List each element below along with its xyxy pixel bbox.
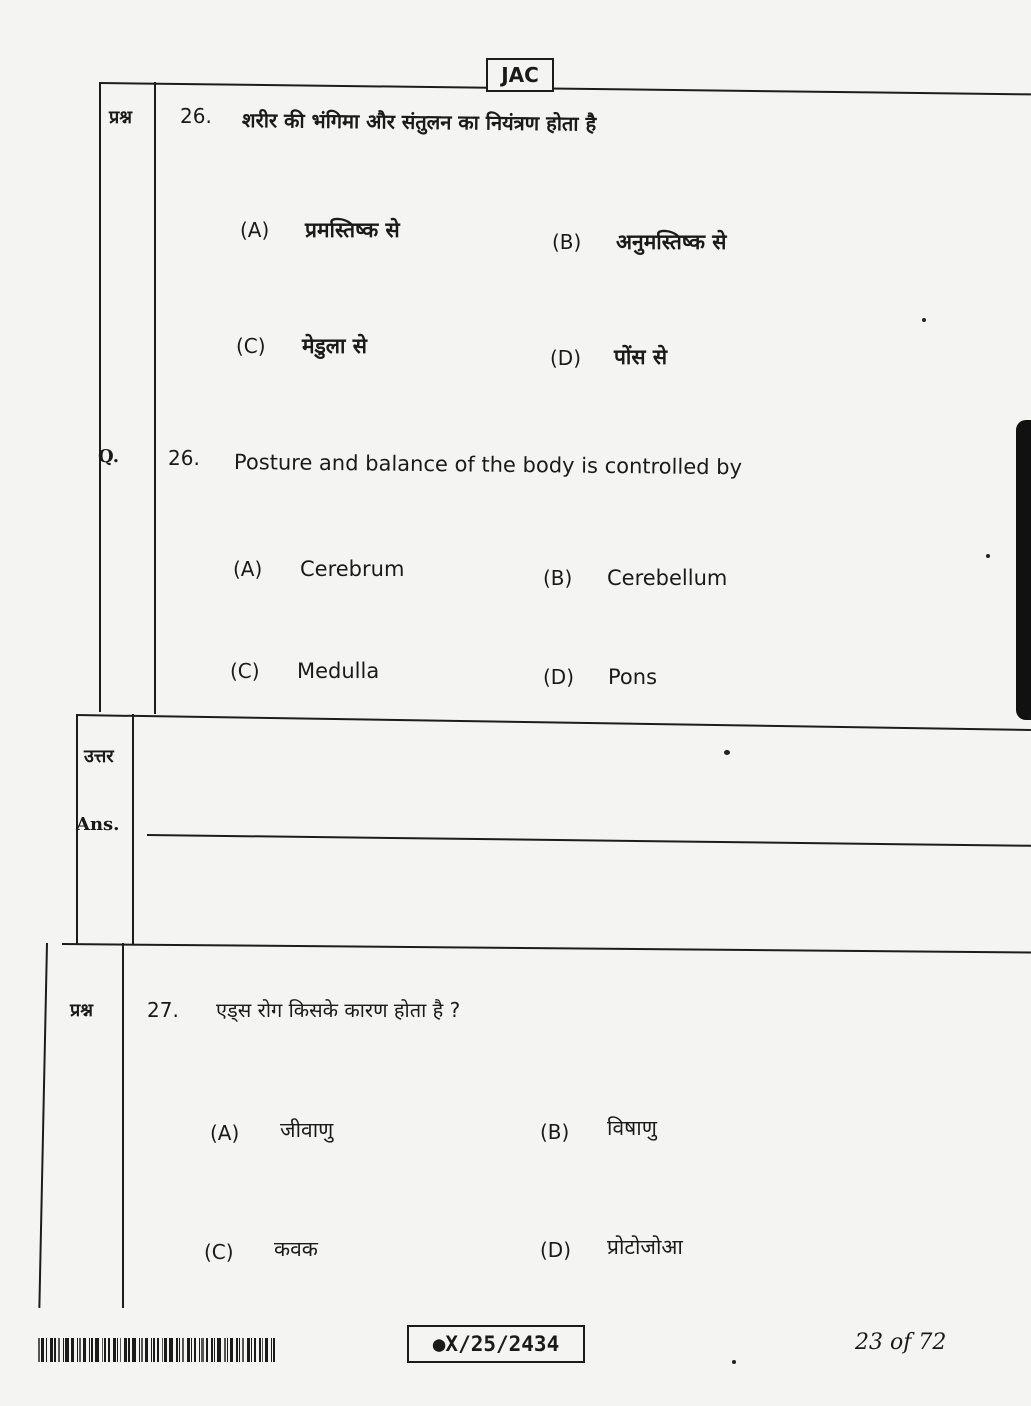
barcode-bar (89, 1338, 90, 1362)
barcode-bar (50, 1338, 53, 1362)
option-d-letter-english: (D) (543, 665, 575, 689)
barcode-bar (124, 1338, 127, 1362)
barcode-bar (199, 1338, 200, 1362)
barcode-bar (214, 1338, 215, 1362)
barcode-bar (176, 1338, 178, 1362)
barcode-bar (132, 1338, 136, 1362)
ink-speck (732, 1360, 736, 1364)
barcode-bar (65, 1338, 69, 1362)
barcode-bar (211, 1338, 213, 1362)
answer-label-hindi: उत्तर (84, 746, 114, 767)
question-27-text-hindi: एड्स रोग किसके कारण होता है ? (216, 998, 461, 1022)
option-c-letter-hindi: (C) (236, 334, 266, 358)
barcode (38, 1338, 302, 1362)
q27-option-c-letter: (C) (204, 1240, 234, 1264)
barcode-bar (141, 1338, 143, 1362)
barcode-bar (239, 1338, 240, 1362)
q27-option-a-text: जीवाणु (280, 1118, 334, 1142)
barcode-bar (151, 1338, 152, 1362)
barcode-bar (201, 1338, 204, 1362)
barcode-bar (79, 1338, 81, 1362)
question-label-english: Q. (98, 446, 120, 467)
option-b-text-hindi: अनुमस्तिष्क से (616, 230, 727, 254)
barcode-bar (38, 1338, 40, 1362)
left-margin-upper (99, 82, 101, 712)
answer-writing-line (147, 834, 1031, 847)
barcode-bar (145, 1338, 148, 1362)
q27-option-b-text: विषाणु (607, 1116, 657, 1140)
barcode-bar (71, 1338, 74, 1362)
barcode-bar (113, 1338, 116, 1362)
barcode-bar (187, 1338, 190, 1362)
q27-option-c-text: कवक (274, 1237, 318, 1261)
answer-top-rule (76, 714, 1031, 731)
barcode-bar (224, 1338, 226, 1362)
inner-margin-lower (122, 943, 124, 1308)
top-rule (100, 82, 1031, 95)
answer-bottom-rule (62, 943, 1031, 953)
q27-option-a-letter: (A) (210, 1121, 240, 1145)
option-d-text-hindi: पोंस से (614, 345, 668, 369)
answer-label-english: Ans. (76, 814, 120, 835)
option-a-letter-hindi: (A) (240, 218, 270, 242)
option-b-letter-english: (B) (543, 566, 573, 590)
option-d-letter-hindi: (D) (550, 346, 582, 370)
option-c-letter-english: (C) (230, 659, 260, 683)
barcode-bar (120, 1338, 121, 1362)
barcode-bar (83, 1338, 86, 1362)
left-margin-lower (38, 943, 48, 1308)
option-a-text-hindi: प्रमस्तिष्क से (305, 218, 400, 242)
option-b-letter-hindi: (B) (552, 230, 582, 254)
barcode-bar (58, 1338, 60, 1362)
barcode-bar (227, 1338, 228, 1362)
option-b-text-english: Cerebellum (607, 566, 728, 590)
barcode-bar (247, 1338, 250, 1362)
barcode-bar (164, 1338, 167, 1362)
barcode-bar (242, 1338, 244, 1362)
barcode-bar (104, 1338, 106, 1362)
barcode-bar (236, 1338, 238, 1362)
barcode-bar (157, 1338, 159, 1362)
option-a-letter-english: (A) (233, 557, 263, 581)
barcode-bar (254, 1338, 256, 1362)
barcode-bar (259, 1338, 261, 1362)
barcode-bar (77, 1338, 78, 1362)
question-text-english: Posture and balance of the body is controlled by (233, 450, 743, 480)
barcode-bar (265, 1338, 268, 1362)
barcode-bar (128, 1338, 130, 1362)
page-number: 23 of 72 (855, 1330, 947, 1355)
question-27-label-hindi: प्रश्न (70, 1000, 93, 1021)
q27-option-d-letter: (D) (540, 1238, 572, 1262)
q27-option-d-text: प्रोटोजोआ (607, 1235, 683, 1259)
inner-margin-upper (154, 82, 156, 714)
barcode-bar (194, 1338, 196, 1362)
barcode-bar (162, 1338, 163, 1362)
barcode-bar (262, 1338, 263, 1362)
barcode-bar (230, 1338, 233, 1362)
jac-badge-text: JAC (501, 63, 539, 87)
question-number-hindi: 26. (180, 104, 212, 128)
question-text-hindi: शरीर की भंगिमा और संतुलन का नियंत्रण होता है (241, 108, 597, 136)
barcode-bar (217, 1338, 221, 1362)
barcode-bar (117, 1338, 118, 1362)
option-c-text-english: Medulla (297, 659, 380, 683)
barcode-bar (91, 1338, 93, 1362)
question-label-hindi: प्रश्न (109, 107, 132, 128)
barcode-bar (139, 1338, 140, 1362)
barcode-bar (102, 1338, 103, 1362)
paper-code-box (407, 1325, 585, 1363)
barcode-bar (271, 1338, 272, 1362)
barcode-bar (54, 1338, 56, 1362)
barcode-bar (251, 1338, 252, 1362)
question-27-number: 27. (147, 998, 179, 1022)
barcode-bar (108, 1338, 110, 1362)
ink-speck (986, 554, 990, 558)
barcode-bar (46, 1338, 47, 1362)
barcode-bar (206, 1338, 208, 1362)
option-d-text-english: Pons (608, 665, 658, 689)
right-edge-shadow (1016, 420, 1031, 720)
barcode-bar (41, 1338, 44, 1362)
barcode-bar (63, 1338, 64, 1362)
barcode-bar (179, 1338, 180, 1362)
inner-margin-middle (132, 714, 134, 944)
barcode-bar (273, 1338, 275, 1362)
question-number-english: 26. (168, 446, 200, 470)
barcode-bar (95, 1338, 99, 1362)
jac-badge (486, 58, 554, 92)
paper-code: ●X/25/2434 (432, 1332, 560, 1356)
barcode-bar (153, 1338, 155, 1362)
barcode-bar (182, 1338, 184, 1362)
option-a-text-english: Cerebrum (300, 557, 405, 581)
barcode-bar (191, 1338, 192, 1362)
ink-speck (922, 318, 926, 322)
option-c-text-hindi: मेडुला से (302, 334, 367, 358)
barcode-bar (169, 1338, 173, 1362)
ink-speck (724, 750, 730, 755)
q27-option-b-letter: (B) (540, 1120, 570, 1144)
